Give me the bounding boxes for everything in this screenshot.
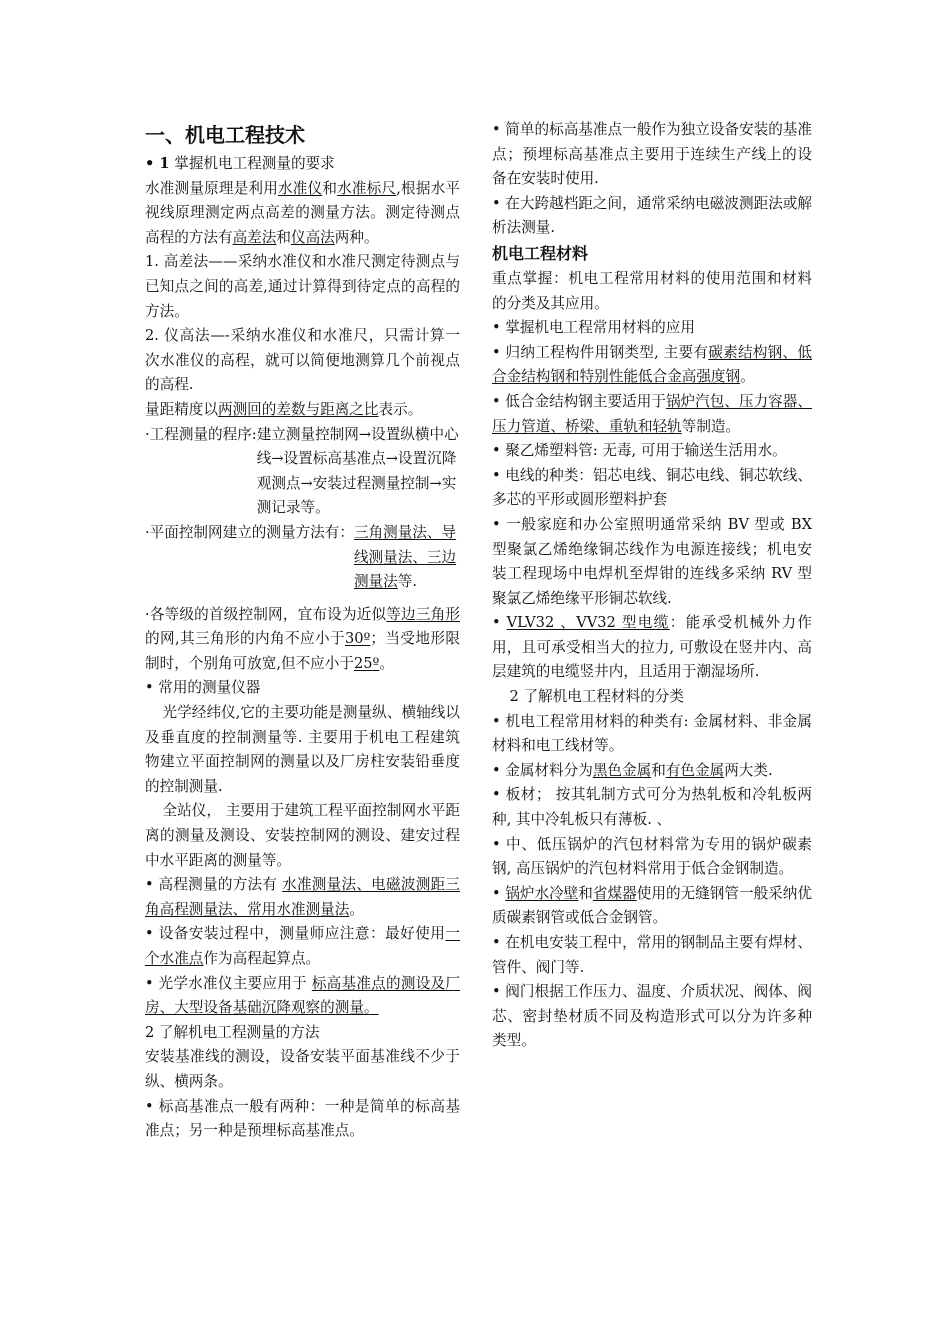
bullet-metal-materials: • 金属材料分为黑色金属和有色金属两大类. <box>492 761 773 779</box>
paragraph-key-points: 重点掌握：机电工程常用材料的使用范围和材料的分类及其应用。 <box>492 269 812 312</box>
paragraph-leveling-principle: 水准测量原理是利用水准仪和水准标尺,根据水平视线原理测定两点高差的测量方法。测定待测点高程的方法有高差法和仪高法两种。 <box>145 179 460 246</box>
bullet-pe-pipe: • 聚乙烯塑料管: 无毒, 可用于输送生活用水。 <box>492 442 787 460</box>
materials-heading: 机电工程材料 <box>492 243 589 263</box>
bullet-steel-types: • 归纳工程构件用钢类型, 主要有碳素结构钢、低合金结构钢和特别性能低合金高强度钢。 <box>492 343 812 386</box>
paragraph-height-difference: 1. 高差法——采纳水准仪和水准尺测定待测点与已知点之间的高差,通过计算得到待定点的高程的方法。 <box>145 253 460 320</box>
bullet-benchmark: • 设备安装过程中，测量师应注意：最好使用一个水准点作为高程起算点。 <box>145 925 460 967</box>
bullet-long-span: • 在大跨越档距之间，通常采纳电磁波测距法或解析法测量. <box>492 194 812 237</box>
paragraph-total-station: 全站仪， 主要用于建筑工程平面控制网水平距离的测量及测设、安装控制网的测设、建安过程中水平距离的测量等。 <box>145 802 460 869</box>
bullet-instruments: • 常用的测量仪器 <box>145 679 261 697</box>
bullet-steel-products: • 在机电安装工程中，常用的钢制品主要有焊材、管件、阀门等. <box>492 934 812 976</box>
subsection-heading: • 1 掌握机电工程测量的要求 <box>145 155 335 172</box>
bullet-valves: • 阀门根据工作压力、温度、介质状况、阀体、阀芯、密封垫材质不同及构造形式可以分为许多种类型。 <box>492 983 812 1050</box>
right-column <box>492 118 812 1054</box>
paragraph-triangle-network: ·各等级的首级控制网，宜布设为近似等边三角形的网,其三角形的内角不应小于30º；当受地形限制时，个别角可放宽,但不应小于25º。 <box>145 605 460 672</box>
bullet-material-kinds: • 机电工程常用材料的种类有: 金属材料、非金属材料和电工线材等。 <box>492 712 812 755</box>
paragraph-instrument-height: 2. 仪高法—-采纳水准仪和水准尺，只需计算一次水准仪的高程，就可以简便地测算几个前视点的高程. <box>145 327 460 394</box>
paragraph-distance-accuracy: 量距精度以两测回的差数与距离之比表示。 <box>145 400 423 418</box>
bullet-cable: • VLV32 、VV32 型电缆：能承受机械外力作用，且可承受相当大的拉力, 可敷设在竖井内、高层建筑的电缆竖井内，且适用于潮湿场所. <box>492 614 812 681</box>
subsection-heading-methods: 2 了解机电工程测量的方法 <box>145 1023 320 1041</box>
bullet-bv-wire: • 一般家庭和办公室照明通常采纳 BV 型或 BX 型聚氯乙烯绝缘铜芯线作为电源连接线；机电安装工程现场中电焊机至焊钳的连线多采纳 RV 型聚氯乙烯绝缘平形铜芯软线. <box>492 515 812 607</box>
bullet-elevation-benchmarks: • 标高基准点一般有两种：一种是简单的标高基准点；另一种是预埋标高基准点。 <box>145 1097 460 1140</box>
bullet-simple-benchmark: • 简单的标高基准点一般作为独立设备安装的基准点；预埋标高基准点主要用于连续生产线上的设备在安装时使用. <box>492 121 812 188</box>
paragraph-baseline: 安装基准线的测设，设备安装平面基准线不少于纵、横两条。 <box>145 1048 460 1090</box>
bullet-optical-level: • 光学水准仪主要应用于 标高基准点的测设及厂房、大型设备基础沉降观察的测量。 <box>145 974 460 1017</box>
bullet-seamless-pipe: • 锅炉水冷壁和省煤器使用的无缝钢管一般采纳优质碳素钢管或低合金钢管。 <box>492 884 812 927</box>
left-column <box>145 118 460 1144</box>
section-title: 一、机电工程技术 <box>145 123 305 147</box>
bullet-elevation-methods: • 高程测量的方法有 水准测量法、电磁波测距三角高程测量法、常用水准测量法。 <box>145 876 460 918</box>
bullet-low-alloy-steel: • 低合金结构钢主要适用于锅炉汽包、压力容器、压力管道、桥梁、重轨和轻轨等制造。 <box>492 392 812 435</box>
subsection-heading-classification: 2 了解机电工程材料的分类 <box>509 688 684 706</box>
paragraph-theodolite: 光学经纬仪,它的主要功能是测量纵、横轴线以及垂直度的控制测量等. 主要用于机电工程建筑物建立平面控制网的测量以及厂房柱安装铅垂度的控制测量. <box>145 704 460 795</box>
paragraph-control-network: ·平面控制网建立的测量方法有： 三角测量法、导线测量法、三边测量法等. <box>145 523 457 591</box>
bullet-materials-application: • 掌握机电工程常用材料的应用 <box>492 319 695 337</box>
paragraph-survey-procedure: ·工程测量的程序: 建立测量控制网→设置纵横中心线→设置标高基准点→设置沉降观测点→安装过程测量控制→实测记录等。 <box>145 425 459 517</box>
bullet-boiler-drum: • 中、低压锅炉的汽包材料常为专用的锅炉碳素钢, 高压锅炉的汽包材料常用于低合金钢制造。 <box>492 835 812 878</box>
bullet-wire-types: • 电线的种类：铝芯电线、铜芯电线、铜芯软线、多芯的平形或圆形塑料护套 <box>492 466 812 509</box>
bullet-plate: • 板材； 按其轧制方式可分为热轧板和冷轧板两种, 其中冷轧板只有薄板. 、 <box>492 786 812 829</box>
